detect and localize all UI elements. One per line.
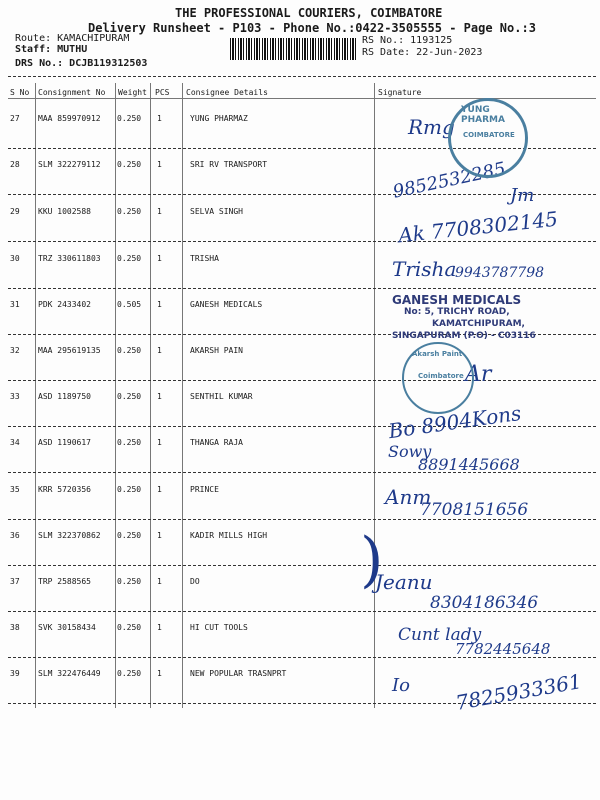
row-consignee: SELVA SINGH (190, 207, 243, 216)
row-consignee: SRI RV TRANSPORT (190, 160, 268, 169)
signature-29: Ak 7708302145 (397, 206, 559, 248)
row-weight: 0.250 (117, 114, 142, 123)
signature-34: Sowy (388, 442, 432, 461)
row-pcs: 1 (157, 346, 162, 355)
row-consignment-no: SLM 322279112 (38, 160, 101, 169)
col-signature: Signature (378, 88, 422, 97)
row-consignee: DO (190, 577, 200, 586)
rs-number: RS No.: 1193125 (362, 35, 453, 46)
row-consignee: GANESH MEDICALS (190, 300, 263, 309)
row-pcs: 1 (157, 254, 162, 263)
row-sno: 37 (10, 577, 20, 586)
signature-33: Bo 8904Kons (386, 400, 523, 444)
row-consignee: PRINCE (190, 485, 219, 494)
row-consignment-no: SVK 30158434 (38, 623, 96, 632)
col-line (150, 83, 151, 708)
row-pcs: 1 (157, 485, 162, 494)
row-weight: 0.250 (117, 438, 142, 447)
row-consignment-no: ASD 1190617 (38, 438, 91, 447)
row-consignment-no: MAA 859970912 (38, 114, 101, 123)
row-consignee: KADIR MILLS HIGH (190, 531, 268, 540)
row-divider (8, 565, 596, 566)
row-weight: 0.250 (117, 160, 142, 169)
row-pcs: 1 (157, 577, 162, 586)
signature-30-number: 9943787798 (455, 265, 545, 281)
row-consignment-no: KRR 5720356 (38, 485, 91, 494)
signature-37: Jeanu (375, 570, 433, 594)
row-weight: 0.250 (117, 577, 142, 586)
row-pcs: 1 (157, 207, 162, 216)
row-consignee: HI CUT TOOLS (190, 623, 248, 632)
company-name: THE PROFESSIONAL COURIERS, COIMBATORE (175, 6, 443, 20)
row-divider (8, 380, 596, 381)
row-weight: 0.250 (117, 623, 142, 632)
col-sno: S No (10, 88, 30, 97)
row-weight: 0.250 (117, 669, 142, 678)
row-pcs: 1 (157, 669, 162, 678)
row-weight: 0.505 (117, 300, 142, 309)
drs-number: DRS No.: DCJB119312503 (15, 58, 148, 69)
row-sno: 32 (10, 346, 20, 355)
col-consignment: Consignment No (38, 88, 106, 97)
row-pcs: 1 (157, 392, 162, 401)
row-pcs: 1 (157, 531, 162, 540)
staff-label: Staff: MUTHU (15, 44, 88, 55)
row-sno: 35 (10, 485, 20, 494)
row-pcs: 1 (157, 160, 162, 169)
row-sno: 31 (10, 300, 20, 309)
row-consignment-no: KKU 1002588 (38, 207, 91, 216)
col-line (115, 83, 116, 708)
row-sno: 36 (10, 531, 20, 540)
row-consignment-no: PDK 2433402 (38, 300, 91, 309)
signature-37-number: 8304186346 (430, 593, 539, 613)
row-divider (8, 194, 596, 195)
row-pcs: 1 (157, 300, 162, 309)
row-sno: 28 (10, 160, 20, 169)
row-consignment-no: TRZ 330611803 (38, 254, 101, 263)
row-sno: 27 (10, 114, 20, 123)
signature-28-number: 9852532285 (391, 158, 508, 203)
row-sno: 29 (10, 207, 20, 216)
ganesh-medicals-stamp: GANESH MEDICALS No: 5, TRICHY ROAD, KAMATCHIPURAM, SINGAPURAM (P.O) - C03116 (392, 293, 536, 341)
row-consignment-no: TRP 2588565 (38, 577, 91, 586)
route-label: Route: KAMACHIPURAM (15, 33, 130, 44)
barcode (230, 38, 358, 60)
column-header-divider (8, 98, 596, 99)
row-sno: 34 (10, 438, 20, 447)
col-line (374, 83, 375, 708)
row-weight: 0.250 (117, 392, 142, 401)
signature-36-mark: ) (360, 525, 384, 595)
row-consignee: TRISHA (190, 254, 219, 263)
row-consignment-no: SLM 322476449 (38, 669, 101, 678)
row-divider (8, 288, 596, 289)
signature-35: Anm (385, 485, 432, 509)
row-consignee: SENTHIL KUMAR (190, 392, 253, 401)
rs-date: RS Date: 22-Jun-2023 (362, 47, 483, 58)
col-pcs: PCS (155, 88, 170, 97)
row-consignee: YUNG PHARMAZ (190, 114, 248, 123)
row-consignment-no: ASD 1189750 (38, 392, 91, 401)
signature-32: Ar (465, 362, 492, 387)
row-sno: 30 (10, 254, 20, 263)
col-consignee: Consignee Details (186, 88, 268, 97)
row-consignment-no: SLM 322370862 (38, 531, 101, 540)
row-pcs: 1 (157, 114, 162, 123)
row-weight: 0.250 (117, 207, 142, 216)
signature-35-number: 7708151656 (420, 500, 529, 520)
row-consignee: AKARSH PAIN (190, 346, 243, 355)
signature-39-number: 7825933361 (453, 669, 584, 715)
row-weight: 0.250 (117, 485, 142, 494)
row-consignee: THANGA RAJA (190, 438, 243, 447)
signature-30: Trisha (392, 257, 457, 281)
yung-pharma-stamp: YUNG PHARMA COIMBATORE (448, 98, 528, 178)
row-pcs: 1 (157, 623, 162, 632)
row-consignment-no: MAA 295619135 (38, 346, 101, 355)
row-pcs: 1 (157, 438, 162, 447)
row-consignee: NEW POPULAR TRASNPRT (190, 669, 287, 678)
row-weight: 0.250 (117, 254, 142, 263)
col-line (35, 83, 36, 708)
header-divider (8, 76, 596, 77)
akarsh-paint-stamp: Akarsh Paint Coimbatore (402, 342, 474, 414)
signature-34-number: 8891445668 (418, 455, 520, 474)
row-sno: 33 (10, 392, 20, 401)
row-divider (8, 241, 596, 242)
col-weight: Weight (118, 88, 147, 97)
row-weight: 0.250 (117, 346, 142, 355)
row-sno: 39 (10, 669, 20, 678)
signature-38-number: 7782445648 (455, 640, 551, 658)
signature-38: Cunt lady (398, 625, 482, 645)
row-sno: 38 (10, 623, 20, 632)
runsheet-subtitle: Delivery Runsheet - P103 - Phone No.:0422-3505555 - Page No.:3 (88, 21, 536, 35)
row-weight: 0.250 (117, 531, 142, 540)
signature-28: Jm (510, 185, 535, 206)
col-line (182, 83, 183, 708)
signature-39: Io (392, 675, 410, 696)
signature-27: Rmg (408, 115, 455, 139)
